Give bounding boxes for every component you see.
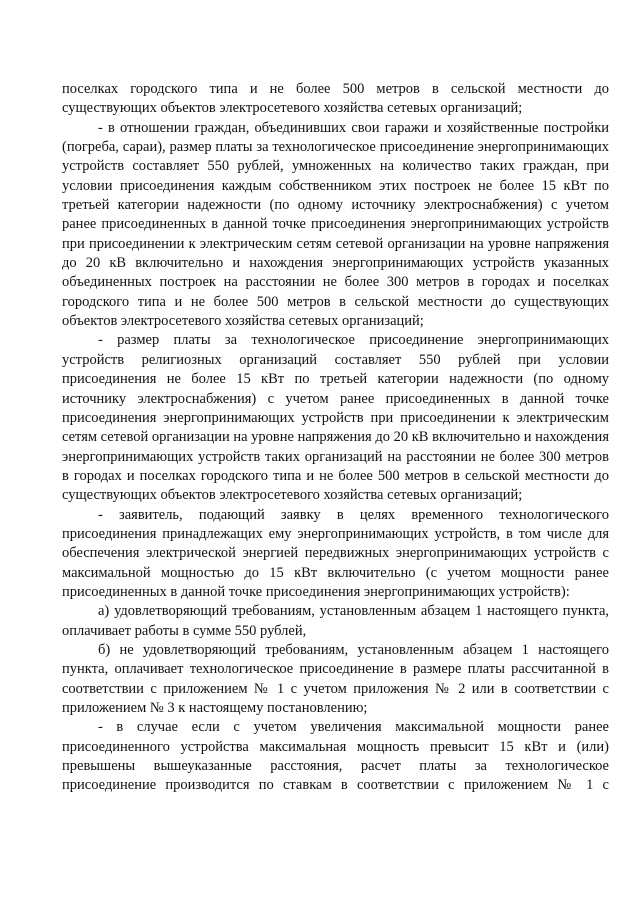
paragraph-religious-organizations: - размер платы за технологическое присоединение энергопринимающих устройств религиозных организаций составляет 550 рублей при условии присоединения не более 15 кВт по третьей категории надежности (по одному источнику электроснабжения) с учетом ранее присоединенных в данной точке присоединения энергопринимающих устройств при присоединении к электрическим сетям сетевой организации на уровне напряжения до 20 кВ включительно и нахождения энергопринимающих устройств таких организаций на расстоянии не более 300 метров в городах и поселках городского типа и не более 500 метров в сельской местности до существующих объектов электросетевого хозяйства сетевых организаций; [62, 332, 609, 504]
document-body [62, 80, 609, 796]
paragraph-garages: - в отношении граждан, объединивших свои гаражи и хозяйственные постройки (погреба, сараи), размер платы за технологическое присоединение энергопринимающих устройств составляет 550 рублей, умноженных на количество таких граждан, при условии присоединения каждым собственником этих построек не более 15 кВт по третьей категории надежности (по одному источнику электроснабжения) с учетом ранее присоединенных в данной точке присоединения энергопринимающих устройств при присоединении к электрическим сетям сетевой организации на уровне напряжения до 20 кВ включительно и нахождения энергопринимающих устройств указанных объединенных построек на расстоянии не более 300 метров в городах и поселках городского типа и не более 500 метров в сельской местности до существующих объектов электросетевого хозяйства сетевых организаций; [62, 119, 609, 330]
paragraph-temporary-connection: - заявитель, подающий заявку в целях временного технологического присоединения принадлежащих ему энергопринимающих устройств, в том числе для обеспечения электрической энергией передвижных энергопринимающих устройств с максимальной мощностью до 15 кВт включительно (с учетом мощности ранее присоединенных в данной точке присоединения энергопринимающих устройств): [62, 506, 609, 600]
paragraph-power-increase: - в случае если с учетом увеличения максимальной мощности ранее присоединенного устройства максимальная мощность превысит 15 кВт и (или) превышены вышеуказанные расстояния, расчет платы за технологическое присоединение производится по ставкам в соответствии с приложением № 1 с [62, 719, 609, 794]
paragraph-item-a: а) удовлетворяющий требованиям, установленным абзацем 1 настоящего пункта, оплачивает работы в сумме 550 рублей, [62, 603, 609, 639]
paragraph-item-b: б) не удовлетворяющий требованиям, установленным абзацем 1 настоящего пункта, оплачивает технологическое присоединение в размере платы рассчитанной в соответствии с приложением № 1 с учетом приложения № 2 или в соответствии с приложением № 3 к настоящему постановлению; [62, 641, 609, 716]
paragraph-continuation: поселках городского типа и не более 500 метров в сельской местности до существующих объектов электросетевого хозяйства сетевых организаций; [62, 81, 609, 117]
